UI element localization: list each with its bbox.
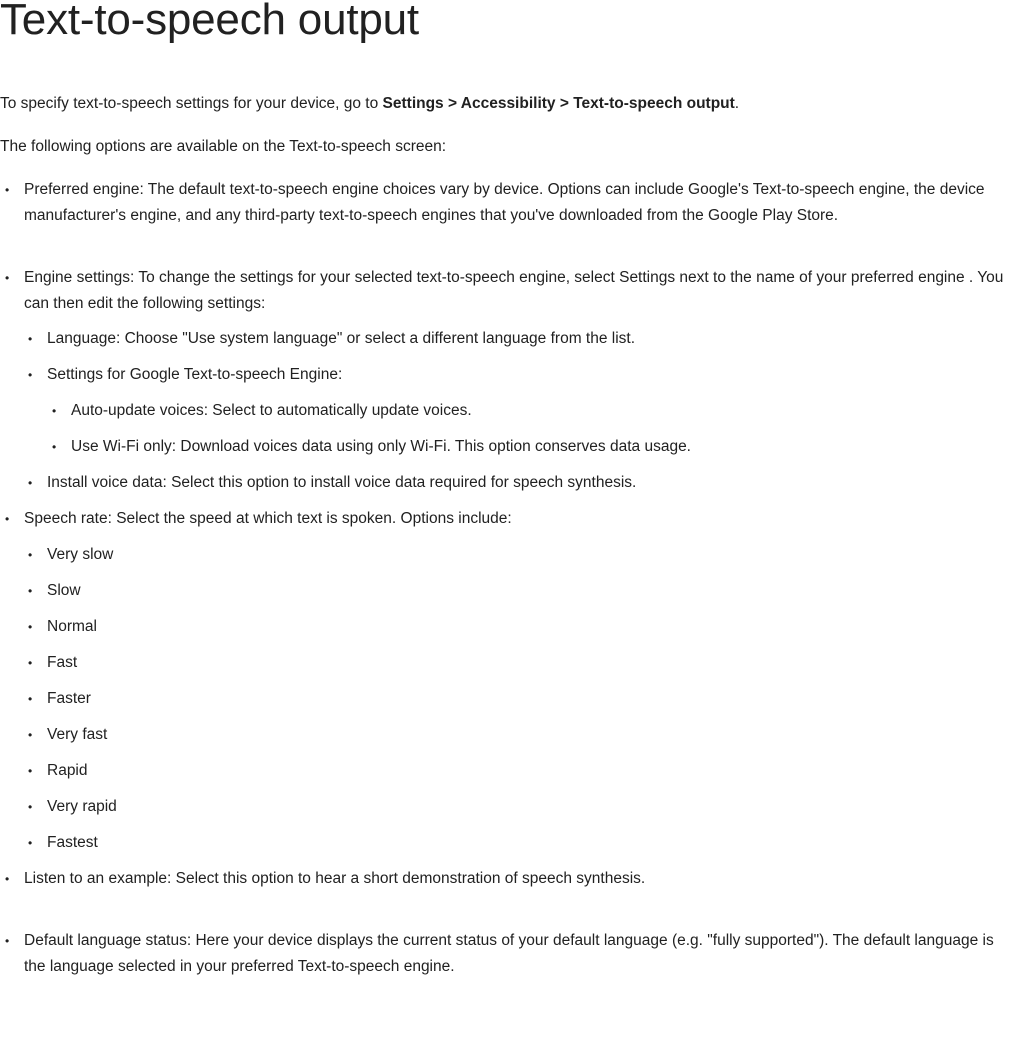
settings-path: Settings > Accessibility > Text-to-speech output	[382, 95, 735, 112]
list-item-wifi-only	[0, 434, 1015, 460]
bullet-icon: •	[5, 183, 10, 197]
rate-option-label: Very slow	[47, 546, 114, 563]
rate-option	[0, 686, 1015, 712]
options-list	[0, 177, 1015, 980]
bullet-icon: •	[5, 512, 10, 526]
bullet-icon: •	[28, 476, 33, 490]
list-item-install-voice	[0, 470, 1015, 496]
bullet-icon: •	[28, 620, 33, 634]
rate-option	[0, 578, 1015, 604]
bullet-icon: •	[28, 584, 33, 598]
list-item-text: Speech rate: Select the speed at which text is spoken. Options include:	[24, 510, 512, 527]
rate-option-label: Normal	[47, 618, 97, 635]
bullet-icon: •	[28, 332, 33, 346]
rate-option	[0, 542, 1015, 568]
rate-option	[0, 758, 1015, 784]
list-item-engine-settings	[0, 265, 1015, 317]
rate-option	[0, 722, 1015, 748]
rate-option-label: Fastest	[47, 834, 98, 851]
bullet-icon: •	[28, 836, 33, 850]
rate-option	[0, 650, 1015, 676]
bullet-icon: •	[28, 764, 33, 778]
list-item-text: Settings for Google Text-to-speech Engine:	[47, 366, 343, 383]
list-item-language	[0, 326, 1015, 352]
bullet-icon: •	[28, 692, 33, 706]
list-item-preferred-engine	[0, 177, 1015, 229]
rate-option	[0, 830, 1015, 856]
list-item-text: Language: Choose "Use system language" or select a different language from the list.	[47, 330, 636, 347]
bullet-icon: •	[28, 548, 33, 562]
page-title: Text-to-speech output	[0, 0, 419, 44]
rate-option	[0, 614, 1015, 640]
list-item-auto-update	[0, 398, 1015, 424]
list-item-text: Default language status: Here your device displays the current status of your default language (e.g. "fully supported"). The default language is the language selected in your preferred Text-to-speech engine.	[24, 932, 994, 975]
bullet-icon: •	[5, 271, 10, 285]
rate-option-label: Very rapid	[47, 798, 117, 815]
bullet-icon: •	[28, 656, 33, 670]
list-item-speech-rate	[0, 506, 1015, 532]
bullet-icon: •	[5, 872, 10, 886]
bullet-icon: •	[5, 934, 10, 948]
list-item-text: Engine settings: To change the settings for your selected text-to-speech engine, select Settings next to the name of your preferred engine . You can then edit the following settings:	[24, 269, 1004, 312]
intro-paragraph	[0, 91, 1015, 117]
bullet-icon: •	[28, 800, 33, 814]
bullet-icon: •	[28, 728, 33, 742]
list-item-google-settings	[0, 362, 1015, 388]
intro-text-after: .	[734, 95, 740, 112]
list-item-listen-example	[0, 866, 1015, 892]
bullet-icon: •	[28, 368, 33, 382]
rate-option-label: Very fast	[47, 726, 108, 743]
article-body	[0, 91, 1015, 980]
list-item-default-language	[0, 928, 1015, 980]
list-item-text: Use Wi-Fi only: Download voices data using only Wi-Fi. This option conserves data usage.	[71, 438, 691, 455]
rate-option-label: Slow	[47, 582, 81, 599]
list-item-text: Install voice data: Select this option to install voice data required for speech synthesis.	[47, 474, 637, 491]
rate-option-label: Rapid	[47, 762, 88, 779]
bullet-icon: •	[52, 440, 57, 454]
options-intro: The following options are available on the Text-to-speech screen:	[0, 138, 447, 155]
rate-option-label: Fast	[47, 654, 78, 671]
list-item-text: Listen to an example: Select this option to hear a short demonstration of speech synthesis.	[24, 870, 646, 887]
list-item-text: Auto-update voices: Select to automatically update voices.	[71, 402, 472, 419]
intro-text-before: To specify text-to-speech settings for your device, go to	[0, 95, 383, 112]
bullet-icon: •	[52, 404, 57, 418]
list-item-text: Preferred engine: The default text-to-speech engine choices vary by device. Options can include Google's Text-to-speech engine, the device manufacturer's engine, and any third-party text-to-speech engines that you've downloaded from the Google Play Store.	[24, 181, 985, 224]
rate-option	[0, 794, 1015, 820]
rate-option-label: Faster	[47, 690, 91, 707]
